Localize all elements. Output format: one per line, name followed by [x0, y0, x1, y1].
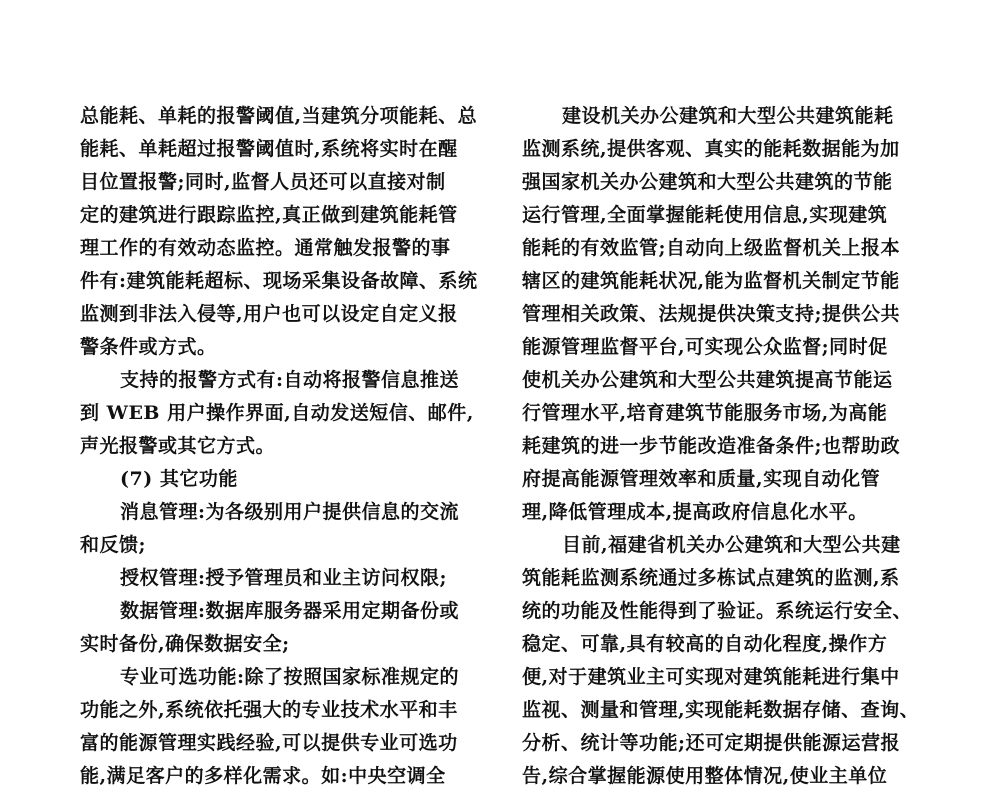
right-column-line: 行管理水平,培育建筑节能服务市场,为高能	[522, 402, 888, 424]
right-column-line: 耗建筑的进一步节能改造准备条件;也帮助政	[522, 435, 901, 457]
right-text-column	[522, 100, 932, 793]
left-column-line: 消息管理:为各级别用户提供信息的交流	[120, 501, 460, 523]
left-column-line: 总能耗、单耗的报警阈值,当建筑分项能耗、总	[80, 105, 478, 127]
right-column-line: 统的功能及性能得到了验证。系统运行安全、	[522, 600, 913, 622]
left-column-line: 监测到非法入侵等,用户也可以设定自定义报	[80, 303, 458, 325]
right-column-line: 辖区的建筑能耗状况,能为监督机关制定节能	[522, 270, 900, 292]
left-column-line: 授权管理:授予管理员和业主访问权限;	[120, 567, 448, 589]
left-column-line: 件有:建筑能耗超标、现场采集设备故障、系统	[80, 270, 478, 292]
left-column-line: 声光报警或其它方式。	[80, 435, 276, 457]
right-column-line: 监视、测量和管理,实现能耗数据存储、查询、	[522, 699, 920, 721]
right-column-line: 强国家机关办公建筑和大型公共建筑的节能	[522, 171, 893, 193]
left-text-column	[80, 100, 490, 793]
left-column-line: (7) 其它功能	[120, 468, 238, 490]
right-column-line: 运行管理,全面掌握能耗使用信息,实现建筑	[522, 204, 888, 226]
left-column-line: 支持的报警方式有:自动将报警信息推送	[120, 369, 460, 391]
right-column-line: 分析、统计等功能;还可定期提供能源运营报	[522, 732, 901, 754]
left-column-line: 和反馈;	[80, 534, 147, 556]
right-column-line: 监测系统,提供客观、真实的能耗数据能为加	[522, 138, 900, 160]
left-column-line: 理工作的有效动态监控。通常触发报警的事	[80, 237, 451, 259]
left-column-line: 警条件或方式。	[80, 336, 217, 358]
right-column-line: 管理相关政策、法规提供决策支持;提供公共	[522, 303, 901, 325]
left-column-line: 能,满足客户的多样化需求。如:中央空调全	[80, 765, 446, 787]
right-column-line: 能源管理监督平台,可实现公众监督;同时促	[522, 336, 888, 358]
left-column-line: 定的建筑进行跟踪监控,真正做到建筑能耗管	[80, 204, 458, 226]
left-column-line: 到 WEB 用户操作界面,自动发送短信、邮件,	[80, 402, 474, 424]
left-column-line: 实时备份,确保数据安全;	[80, 633, 290, 655]
right-column-line: 稳定、可靠,具有较高的自动化程度,操作方	[522, 633, 888, 655]
left-column-line: 数据管理:数据库服务器采用定期备份或	[120, 600, 460, 622]
right-column-line: 理,降低管理成本,提高政府信息化水平。	[522, 501, 868, 523]
left-column-line: 能耗、单耗超过报警阈值时,系统将实时在醒	[80, 138, 458, 160]
right-column-line: 府提高能源管理效率和质量,实现自动化管	[522, 468, 881, 490]
right-column-line: 使机关办公建筑和大型公共建筑提高节能运	[522, 369, 893, 391]
right-column-line: 建设机关办公建筑和大型公共建筑能耗	[562, 105, 894, 127]
left-column-line: 专业可选功能:除了按照国家标准规定的	[120, 666, 460, 688]
right-column-line: 目前,福建省机关办公建筑和大型公共建	[562, 534, 901, 556]
right-column-line: 筑能耗监测系统通过多栋试点建筑的监测,系	[522, 567, 900, 589]
left-column-line: 功能之外,系统依托强大的专业技术水平和丰	[80, 699, 458, 721]
left-column-line: 富的能源管理实践经验,可以提供专业可选功	[80, 732, 458, 754]
right-column-line: 便,对于建筑业主可实现对建筑能耗进行集中	[522, 666, 900, 688]
right-column-line: 能耗的有效监管;自动向上级监督机关上报本	[522, 237, 901, 259]
left-column-line: 目位置报警;同时,监督人员还可以直接对制	[80, 171, 446, 193]
right-column-line: 告,综合掌握能源使用整体情况,使业主单位	[522, 765, 888, 787]
